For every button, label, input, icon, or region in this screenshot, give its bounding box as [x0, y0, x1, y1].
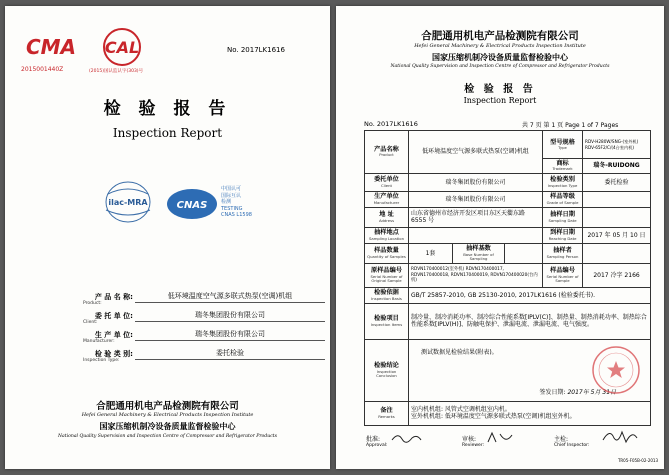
org-name-cn: 合肥通用机电产品检测院有限公司	[96, 401, 239, 412]
inspection-seal-icon	[590, 344, 642, 396]
cal-logo-number: (2015)国认监认字(303)号	[89, 69, 144, 74]
cal-logo-icon	[101, 26, 143, 68]
report-cover-page: CMA 2015001440Z CAL (2015)国认监认字(303)号 No. 2017LK1616 检 验 报 告 Inspection Report ilac-MRA CNAS 中国认可 国际互认 检测 TESTING CNAS L1598 产 品 名 称: Product: 低环境温度空气源多联式热泵(空调)机组 委 托 单 位: Client: 瑞冬集团股份有限公司 生 产 单 位: Manufacturer: 瑞冬集团股份有限公司 检 验 类 别: Inspection Type: 委托检验 合肥通用机电产品检测院有限公司 Hefei General Machinery & Electrical Products Inspection Institute 国家压缩机制冷设备质量监督检验中心 National Quality Supervision and Inspection Centre of Compressor and Refrigerator Products	[5, 6, 330, 469]
org-center-cn: 国家压缩机制冷设备质量监督检验中心	[432, 52, 568, 62]
form-number: TR05-F05B-02-2013	[617, 458, 658, 463]
approval-signature-icon	[390, 430, 424, 446]
chief-inspector-signature-icon	[600, 426, 640, 446]
report-title-en: Inspection Report	[112, 126, 223, 140]
conclusion-text: 测试数据见检验结果(附表)。	[421, 348, 498, 356]
table-row: 检验结论 Inspection Conclusion 测试数据见检验结果(附表)。 签发日期: 2017年 5月 31日	[365, 339, 651, 401]
svg-text:CNAS: CNAS	[176, 200, 208, 211]
cnas-side-text: 中国认可 国际互认 检测 TESTING CNAS L1598	[221, 186, 252, 218]
cnas-logo-icon	[165, 186, 219, 222]
table-row: 样品数量 Quantity of Samples 1套 抽样基数 Base Number of Sampling 抽样者 Sampling Person	[365, 243, 651, 263]
approval-label: 批准: Approval:	[366, 436, 388, 448]
table-row: 原样品编号 Serial Number of Original Sample RDVN170400012(室外机) RDVN170400017, RDVN170400018, RDVN170400019, RDVN170400020(台内机) 样品编号 Serial Number of Sample 2017 冷字 2166	[365, 263, 651, 287]
report-number: No. 2017LK1616	[227, 46, 285, 54]
svg-text:CAL: CAL	[104, 38, 140, 57]
ilac-mra-logo-icon	[101, 180, 155, 224]
table-row: 产品名称 Product 低环境温度空气源多联式热泵(空调)机组 型号规格 Type RDV-H280W/SNG-(室外机) RDV-65F2/C/(4台室内机)	[365, 131, 651, 159]
org-center-cn: 国家压缩机制冷设备质量监督检验中心	[99, 421, 236, 431]
table-row: 抽样地点 Sampling Location 到样日期 Reaching Date 2017 年 05 月 10 日	[365, 227, 651, 243]
org-center-en: National Quality Supervision and Inspection Centre of Compressor and Refrigerator Products	[390, 64, 610, 69]
table-row: 备注 Remarks 室内机机组: 风管式空调机组室内机。 室外机机组: 低环境温度空气源多联式热泵(空调)机组室外机。	[365, 401, 651, 425]
table-row: 商标 Trademark 瑞冬-RUIDONG	[365, 159, 651, 174]
table-row: 委托单位 Client 瑞冬集团股份有限公司 检验类别 Inspection Type 委托检验	[365, 173, 651, 191]
report-detail-page	[336, 6, 664, 469]
report-info-table	[364, 130, 651, 426]
page-info: 共 7 页 第 1 页 Page 1 of 7 Pages	[522, 122, 619, 129]
org-center-en: National Quality Supervision and Inspection Centre of Compressor and Refrigerator Products	[58, 434, 277, 439]
org-name-cn: 合肥通用机电产品检测院有限公司	[421, 30, 579, 42]
svg-text:ilac-MRA: ilac-MRA	[108, 198, 148, 207]
cma-logo-icon	[25, 30, 77, 70]
table-row: 检验项目 Inspection Items 制冷量、制冷消耗功率、制冷综合性能系数[IPLV(C)]、制热量、制热消耗功率、制热综合性能系数[IPLV(H)]、防触电保护、泄漏电流、泄漏电流、电气强度。	[365, 303, 651, 339]
report-title-en: Inspection Report	[463, 96, 537, 105]
table-row: 生产单位 Manufacturer 瑞冬集团股份有限公司 样品等级 Grade of Sample	[365, 191, 651, 207]
report-title-cn: 检 验 报 告	[103, 99, 232, 119]
org-name-en: Hefei General Machinery & Electrical Products Inspection Institute	[414, 43, 586, 49]
reviewer-signature-icon	[486, 430, 516, 446]
table-row: 检验依据 Inspection Basis GB/T 25857-2010, GB 25130-2010, 2017LK1616 (检验委托书).	[365, 287, 651, 303]
report-title-cn: 检 验 报 告	[464, 84, 536, 95]
issue-date: 签发日期: 2017年 5月 31日	[539, 389, 617, 397]
report-number: No. 2017LK1616	[364, 120, 418, 128]
cma-logo-number: 2015001440Z	[21, 66, 64, 73]
org-name-en: Hefei General Machinery & Electrical Products Inspection Institute	[81, 412, 254, 418]
table-row: 地 址 Address 山东省德州市经济开发区项目东区天衢东路 6555 号 抽样日期 Sampling Date	[365, 207, 651, 227]
chief-inspector-label: 主检: Chief Inspector:	[554, 436, 590, 448]
reviewer-label: 审核: Reviewer:	[462, 436, 485, 448]
svg-text:CMA: CMA	[25, 35, 77, 59]
